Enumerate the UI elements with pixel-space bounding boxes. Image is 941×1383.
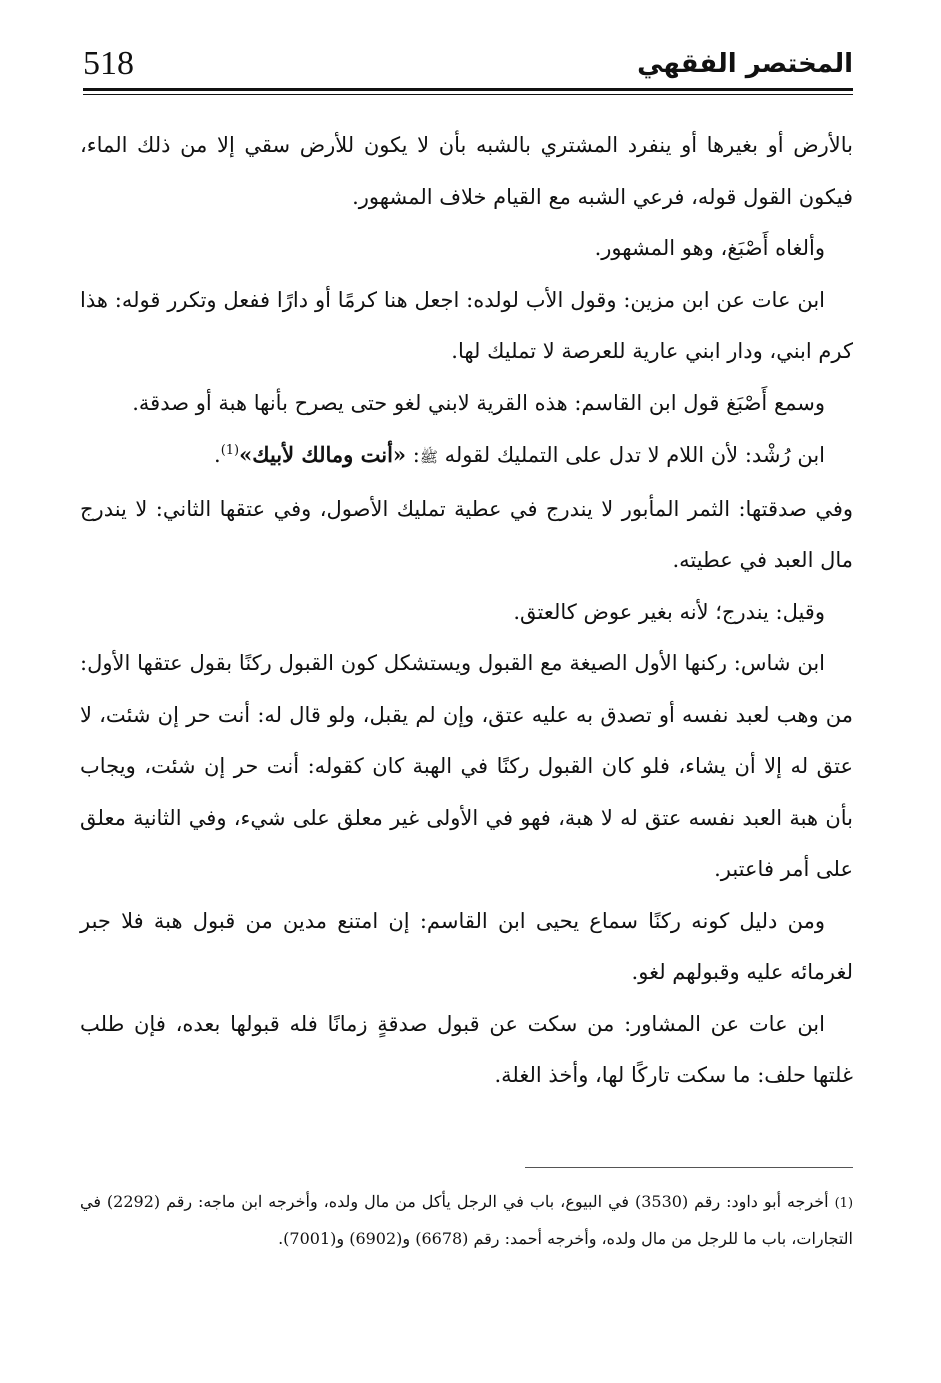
page-header bbox=[83, 42, 853, 90]
paragraph-tail: . bbox=[214, 443, 221, 467]
book-title: المختصر الفقهي bbox=[637, 49, 853, 79]
paragraph-lead: ابن رُشْد: لأن اللام لا تدل على التمليك لقوله bbox=[437, 443, 825, 467]
paragraph: وفي صدقتها: الثمر المأبور لا يندرج في عطية تمليك الأصول، وفي عتقها الثاني: لا يندرج مال العبد في عطيته. bbox=[80, 496, 853, 572]
page-number: 518 bbox=[83, 45, 134, 82]
salawat-glyph: ﷺ bbox=[419, 448, 438, 466]
paragraph: ومن دليل كونه ركنًا سماع يحيى ابن القاسم: إن امتنع مدين من قبول هبة فلا جبر لغرمائه عليه وقبولهم لغو. bbox=[80, 908, 853, 984]
paragraph: ابن عات عن ابن مزين: وقول الأب لولده: اجعل هنا كرمًا أو دارًا ففعل وتكرر قوله: هذا كرم ابني، ودار ابني عارية للعرصة لا تمليك لها. bbox=[80, 287, 853, 363]
footnote-separator bbox=[525, 1167, 853, 1168]
paragraph: وسمع أَصْبَغ قول ابن القاسم: هذه القرية لابني لغو حتى يصرح بأنها هبة أو صدقة. bbox=[132, 390, 825, 415]
paragraph: وقيل: يندرج؛ لأنه بغير عوض كالعتق. bbox=[513, 599, 825, 624]
hadith-quote: «أنت ومالك لأبيك» bbox=[239, 442, 407, 467]
header-rule-thick bbox=[83, 88, 853, 91]
main-text bbox=[80, 120, 853, 1102]
paragraph: ابن شاس: ركنها الأول الصيغة مع القبول ويستشكل كون القبول ركنًا بقول عتقها الأول: من وهب لعبد نفسه أو تصدق به عليه عتق، وإن لم يقبل، ولو قال له: أنت حر إن شئت، لا عتق له إلا أن يشاء، فلو كان القبول ركنًا في الهبة كان كقوله: أنت حر إن شئت، ويجاب بأن هبة العبد نفسه عتق له لا هبة، فهو في الأولى غير معلق على شيء، وفي الثانية معلق على أمر فاعتبر. bbox=[80, 651, 853, 881]
footnote-reference[interactable]: (1) bbox=[220, 443, 240, 458]
footnote bbox=[80, 1184, 853, 1256]
footnote-number: (1) bbox=[834, 1196, 854, 1211]
paragraph: ابن عات عن المشاور: من سكت عن قبول صدقةٍ زمانًا فله قبولها بعده، فإن طلب غلتها حلف: ما سكت تاركًا لها، وأخذ الغلة. bbox=[80, 1011, 853, 1087]
paragraph-sep: : bbox=[406, 443, 420, 467]
header-rule-thin bbox=[83, 94, 853, 95]
paragraph: بالأرض أو بغيرها أو ينفرد المشتري بالشبه بأن لا يكون للأرض سقي إلا من ذلك الماء، فيكون القول قوله، فرعي الشبه مع القيام خلاف المشهور. bbox=[80, 133, 853, 209]
paragraph-with-hadith bbox=[80, 429, 853, 484]
footnote-text: أخرجه أبو داود: رقم (3530) في البيوع، باب في الرجل يأكل من مال ولده، وأخرجه ابن ماجه: رقم (2292) في التجارات، باب ما للرجل من مال ولده، وأخرجه أحمد: رقم (6678) و(6902) و(7001). bbox=[80, 1192, 853, 1248]
paragraph: وألغاه أَصْبَغ، وهو المشهور. bbox=[594, 236, 825, 260]
footnotes bbox=[80, 1184, 853, 1256]
